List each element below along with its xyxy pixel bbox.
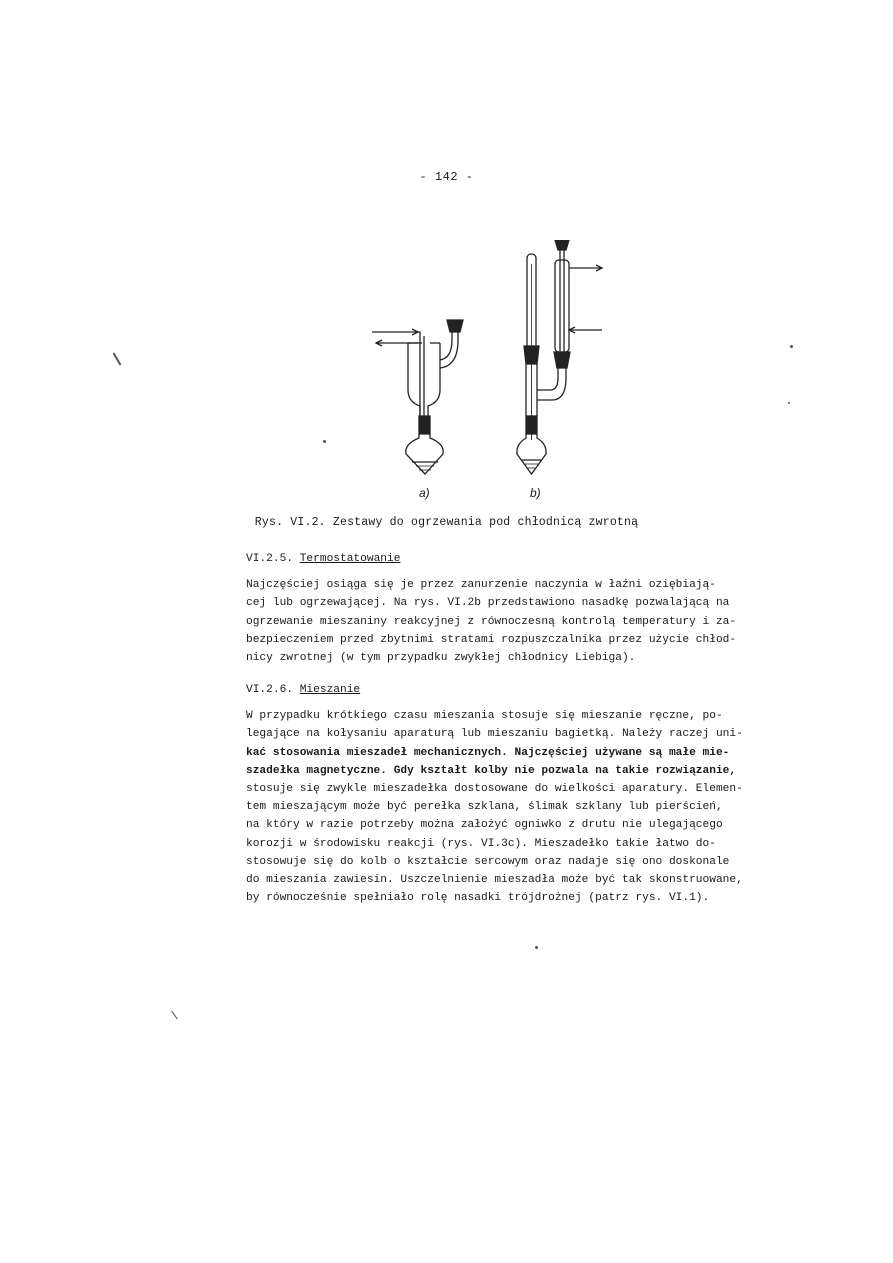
text-line: legające na kołysaniu aparaturą lub mieszaniu bagietką. Należy raczej uni-: [246, 728, 743, 741]
apparatus-drawing: [340, 240, 620, 510]
text-line: na który w razie potrzeby można założyć ogniwko z drutu nie ulegającego: [246, 819, 723, 832]
figure-apparatus: [340, 240, 620, 510]
figure-caption: Rys. VI.2. Zestawy do ogrzewania pod chłodnicą zwrotną: [254, 516, 639, 529]
text-line: kać stosowania mieszadeł mechanicznych. Najczęściej używane są małe mie-: [246, 746, 730, 759]
text-line: ogrzewanie mieszaniny reakcyjnej z równoczesną kontrolą temperatury i za-: [246, 615, 737, 628]
text-line: do mieszania zawiesin. Uszczelnienie mieszadła może być tak skonstruowane,: [246, 874, 743, 887]
text-line: stosuje się zwykle mieszadełka dostosowane do wielkości aparatury. Elemen-: [246, 783, 743, 796]
text-line: nicy zwrotnej (w tym przypadku zwykłej chłodnicy Liebiga).: [246, 652, 636, 665]
paragraph: [246, 576, 746, 667]
paragraph: [246, 707, 746, 907]
figure-label-a: a): [419, 486, 430, 500]
text-line: by równocześnie spełniało rolę nasadki trójdrożnej (patrz rys. VI.1).: [246, 892, 710, 905]
text-line: cej lub ogrzewającej. Na rys. VI.2b przedstawiono nasadkę pozwalającą na: [246, 597, 730, 610]
section-number: VI.2.5.: [246, 553, 293, 565]
section-title: Termostatowanie: [299, 553, 401, 565]
section-termostatowanie: [246, 550, 746, 667]
scan-speck: [535, 946, 538, 949]
text-line: W przypadku krótkiego czasu mieszania stosuje się mieszanie ręczne, po-: [246, 710, 723, 723]
figure-label-b: b): [530, 486, 541, 500]
text-line: szadełka magnetyczne. Gdy kształt kolby nie pozwala na takie rozwiązanie,: [246, 764, 737, 777]
text-line: korozji w środowisku reakcji (rys. VI.3c). Mieszadełko takie łatwo do-: [246, 837, 716, 850]
section-number: VI.2.6.: [246, 684, 293, 696]
scan-speck: [323, 440, 326, 443]
text-line: stosowuje się do kolb o kształcie sercowym oraz nadaje się ono doskonale: [246, 855, 730, 868]
section-title: Mieszanie: [299, 684, 361, 696]
section-heading: [246, 550, 746, 568]
page-number: - 142 -: [419, 170, 474, 184]
scan-speck: [788, 402, 790, 404]
text-line: bezpieczeniem przed zbytnimi stratami rozpuszczalnika przez użycie chłod-: [246, 633, 737, 646]
text-line: tem mieszającym może być perełka szklana, ślimak szklany lub pierścień,: [246, 801, 723, 814]
section-heading: [246, 681, 746, 699]
scan-speck: [113, 352, 122, 365]
scan-speck: [790, 345, 793, 348]
scan-speck: [171, 1011, 178, 1020]
text-line: Najczęściej osiąga się je przez zanurzenie naczynia w łaźni oziębiają-: [246, 579, 716, 592]
section-mieszanie: [246, 681, 746, 907]
